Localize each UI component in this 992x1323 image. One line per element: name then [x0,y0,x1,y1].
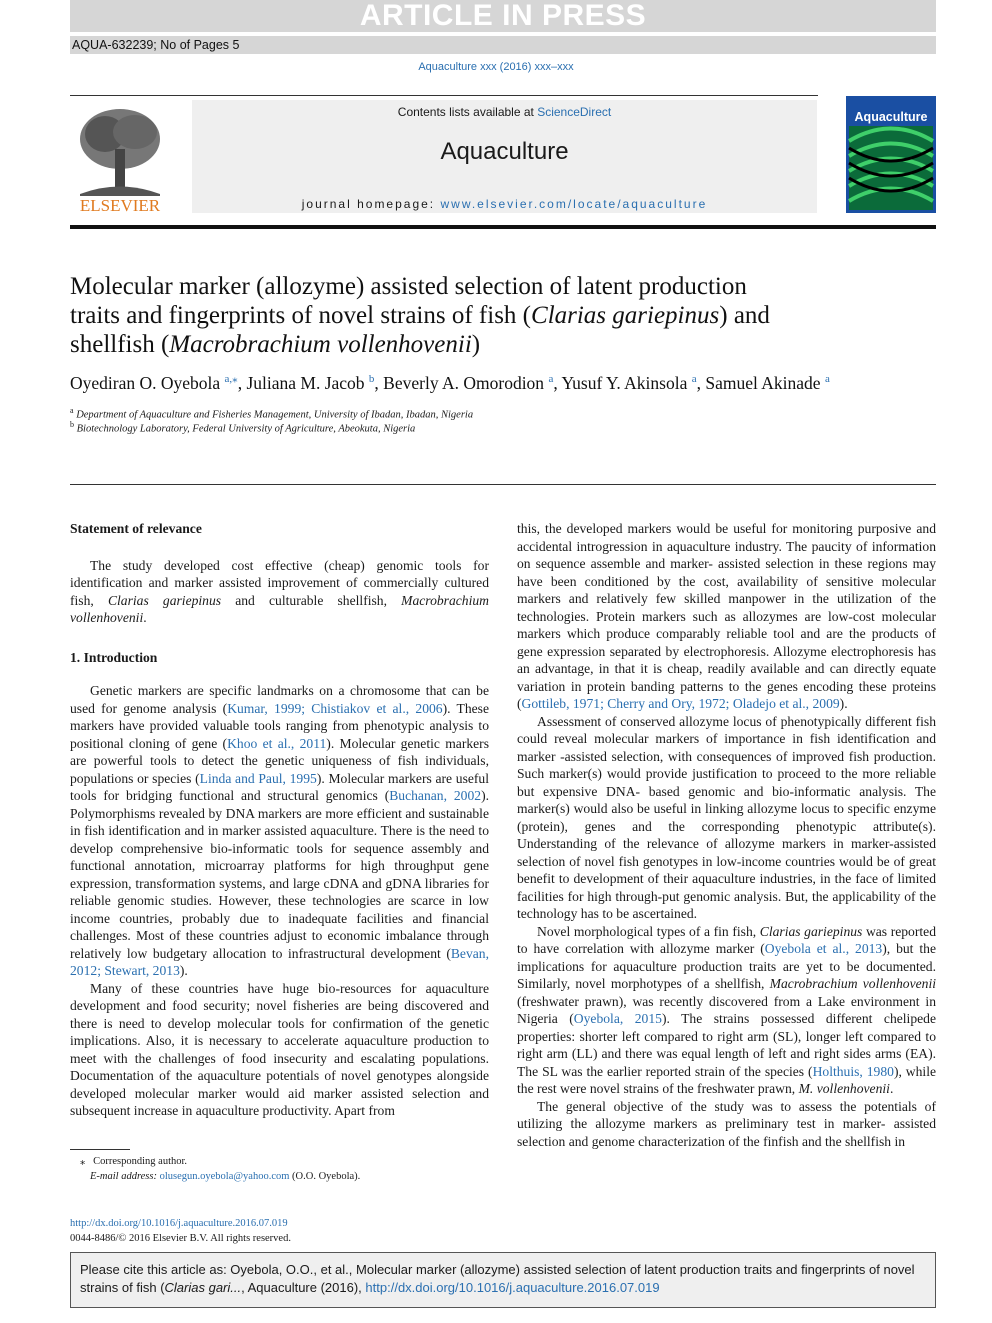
elsevier-tree-icon [70,104,170,214]
email-link[interactable]: olusegun.oyebola@yahoo.com [159,1171,290,1182]
author-affiliation-marker[interactable]: a,⁎ [224,373,238,385]
header-rule-bottom [70,225,936,229]
species-name: Macrobrachium vollenhovenii [70,592,489,625]
text-run: ). Molecular markers are useful tools for bridging functional and structural genomics ( [70,770,489,803]
citation-link[interactable]: Linda and Paul, 1995 [199,770,317,786]
homepage-link[interactable]: www.elsevier.com/locate/aquaculture [440,197,708,211]
text-run: ). Polymorphisms revealed by DNA markers are more efficient and sustainable in fish identification and in marker assisted aquaculture. There is the need to develop comprehensive bio-informatic tools for sequence assembly and functional annotation, microarray platforms for high throughput gene expression, transformation systems, and large cDNA and gDNA libraries for reliable genomic studies. However, these technologies are scarce in low income countries, probably due to inadequate facilities and financial challenges. Most of these countries adjust to economic imbalance through relatively low budgetary allocation to infrastructural development ( [70,788,489,961]
email-note [70,1169,500,1184]
intro-paragraph-4: Assessment of conserved allozyme locus of phenotypically different fish could reveal molecular markers of importance in fish identification and marker -assisted selection, with consequences of improved fish production. Such marker(s) would provide justification to proceed to the more reliable but expensive DNA- based genomic and bio-informatic analysis. The marker(s) would also be useful in linking allozyme locus to specific enzyme (protein), genes and the corresponding phenotypic attribute(s). Understanding of the relevance of allozyme markers in marker-assisted selection of novel fish genotypes in low-income countries would be of great benefit to development of their aquaculture industries, in the face of limited facilities for high through-put genomic analysis. But, the applicability of the technology has to be ascertained. [517,713,936,921]
article-title [70,272,830,359]
affiliation-text: Biotechnology Laboratory, Federal University of Agriculture, Abeokuta, Nigeria [76,423,416,435]
text-run: ). Molecular genetic markers are powerful tools to detect the genetic uniqueness of fish individuals, populations or species ( [70,735,489,786]
citation-link[interactable]: Bevan, 2012; Stewart, 2013 [70,945,489,978]
title-line-1: Molecular marker (allozyme) assisted selection of latent production [70,273,747,300]
right-column [517,520,936,1150]
elsevier-logo [70,104,170,214]
title-species-shellfish: Macrobrachium vollenhovenii [169,331,472,358]
intro-paragraph-6: The general objective of the study was to assess the potentials of utilizing the allozyme markers as preliminary test in marker- assisted selection and genome characterization of the finfish and the shellfish in [517,1098,936,1149]
text-run: Novel morphological types of a fin fish, [537,923,760,939]
footnote [70,1154,500,1184]
text-run: ). [839,696,848,711]
cover-art-icon [846,96,936,213]
footnote-marker: ⁎ [80,1156,86,1167]
title-line-2a: traits and fingerprints of novel strains of fish ( [70,302,532,329]
corresponding-author-note [70,1154,500,1169]
relevance-heading: Statement of relevance [70,521,202,536]
intro-paragraph-5 [517,923,936,1098]
email-label: E-mail address: [90,1171,160,1182]
footnote-rule [70,1149,130,1150]
author-affiliation-marker[interactable]: a [548,373,554,385]
author-affiliation-marker[interactable]: a [824,373,830,385]
text-run: . [143,610,147,625]
author-name[interactable]: Yusuf Y. Akinsola [561,372,688,393]
author-affiliation-marker[interactable]: a [691,373,697,385]
article-in-press-banner [70,0,936,32]
title-line-3c: ) [471,331,481,358]
author-name[interactable]: Beverly A. Omorodion [383,372,545,393]
text-run: this, the developed markers would be useful for monitoring purposive and accidental introgression in aquaculture industry. The paucity of information on sequence assemble and marker- assisted selection in these regions may have been conditioned by the cost, availability of sensitive molecular markers and relatively few skilled manpower in the utilization of the technologies. Protein markers such as allozymes are low-cost molecular markers which produce comparably reliable tool and are the products of gene expression separated by electrophoresis. Allozyme electrophoresis has an advantage, in that it is cheap, readily available and can directly equate variation in protein banding patterns to the genes encoding these proteins ( [517,521,936,711]
contents-line [192,105,817,119]
banner-label: ARTICLE IN PRESS [359,0,647,32]
homepage-prefix: journal homepage: [301,197,441,211]
contents-prefix: Contents lists available at [397,105,538,119]
citation-link[interactable]: Gottileb, 1971; Cherry and Ory, 1972; Oladejo et al., 2009 [521,696,840,711]
species-name: M. vollenhovenii [798,1081,890,1096]
article-reference: AQUA-632239; No of Pages 5 [72,38,240,52]
intro-paragraph-3 [517,520,936,713]
author-name[interactable]: Juliana M. Jacob [246,372,365,393]
doi-block [70,1216,291,1246]
text-run: , Aquaculture (2016), [241,1280,366,1295]
author-affiliation-marker[interactable]: b [368,373,375,385]
text-run: and culturable shellfish, [221,592,402,608]
introduction-heading: 1. Introduction [70,649,158,665]
journal-citation-link[interactable]: Aquaculture xxx (2016) xxx–xxx [418,61,574,73]
affiliation [70,420,936,435]
email-suffix: (O.O. Oyebola). [289,1171,361,1182]
citation-doi-link[interactable]: http://dx.doi.org/10.1016/j.aquaculture.2016.07.019 [365,1280,660,1295]
affiliation [70,406,936,421]
species-name: Clarias gariepinus [107,592,222,608]
header-rule-top [70,95,818,96]
text-run: ), but the implications for aquaculture production traits are yet to be documented. Similarly, novel morphotypes of a shellfish, [517,941,936,991]
cover-title: Aquaculture [854,110,928,124]
section-divider [70,484,936,485]
doi-link[interactable]: http://dx.doi.org/10.1016/j.aquaculture.2016.07.019 [70,1218,288,1229]
text-run: ), while the rest were novel strains of the freshwater prawn, [517,1063,937,1096]
intro-paragraph-2: Many of these countries have huge bio-resources for aquaculture development and food security; novel fisheries are being discovered and there is need to develop molecular tools for confirmation of the genetic implications. Also, it is necessary to accelerate aquaculture production to meet with the challenges of food insecurity and escalating populations. Documentation of the aquaculture potentials of novel genotypes alongside developed molecular marker would aid marker assisted selection and subsequent increase in aquaculture productivity. Apart from [70,980,489,1118]
text-run: was reported to have correlation with allozyme marker ( [517,923,936,956]
species-name: Macrobrachium vollenhovenii [769,976,936,991]
homepage-line [192,197,817,211]
affiliation-text: Department of Aquaculture and Fisheries Management, University of Ibadan, Ibadan, Nigeria [76,409,474,421]
title-line-2c: ) and [719,302,770,329]
author-name[interactable]: Samuel Akinade [705,372,821,393]
intro-paragraph-1 [70,682,489,980]
author-name[interactable]: Oyediran O. Oyebola [70,372,221,393]
journal-title: Aquaculture [440,138,569,165]
footnote-text: Corresponding author. [93,1156,188,1167]
citation-link[interactable]: Buchanan, 2002 [389,788,482,803]
journal-cover-image [846,96,936,213]
copyright-line: 0044-8486/© 2016 Elsevier B.V. All rights reserved. [70,1233,291,1244]
text-run: ). [179,963,188,978]
relevance-paragraph [70,557,489,627]
text-run: Please cite this article as: Oyebola, O.O., et al., Molecular marker (allozyme) assisted selection of latent production traits and fingerprints of novel strains of fish ( [80,1262,915,1295]
citation-link[interactable]: Khoo et al., 2011 [227,735,327,751]
species-name: Clarias gariepinus [759,923,863,939]
text-run: (freshwater prawn), was recently discovered from a Lake environment in Nigeria ( [517,993,936,1026]
affiliation-marker: b [70,420,74,429]
title-line-2 [70,301,830,330]
text-run: ). The strains possessed different chelipede properties: shorter left compared to right arm (SL), longer left compared to right arm (LL) and there was equal length of left and right sides arms (EA). The SL was the earlier reported strain of the species ( [517,1011,936,1079]
text-run: Genetic markers are specific landmarks on a chromosome that can be used for genome analysis ( [70,683,489,716]
title-species-fish: Clarias gariepinus [531,302,720,329]
article-reference-bar [70,36,936,54]
text-run: The study developed cost effective (cheap) genomic tools for identification and marker assisted improvement of commercially cultured fish, [70,557,489,608]
affiliation-marker: a [70,406,74,415]
citation-link[interactable]: Holthuis, 1980 [812,1063,894,1079]
text-run: . [889,1081,894,1096]
citation-link[interactable]: Oyebola, 2015 [573,1011,662,1026]
author-list: Oyediran O. Oyebola $^{a,⁎}$, Juliana M. Jacob $^b$, Beverly A. Omorodion $^a$, Yusuf Y. Akinsola $^a$, Samuel Akinade $^a$ [70,372,830,393]
text-run: ). These markers have provided valuable tools ranging from phenotypic analysis to positional cloning of gene ( [70,700,489,751]
title-line-3 [70,330,830,359]
sciencedirect-link[interactable]: ScienceDirect [537,105,612,119]
elsevier-wordmark: ELSEVIER [79,196,161,214]
citation-link[interactable]: Kumar, 1999; Chistiakov et al., 2006 [227,700,443,716]
species-name: Clarias gari... [164,1280,242,1295]
citation-text [80,1261,930,1297]
title-line-3a: shellfish ( [70,331,170,358]
citation-link[interactable]: Oyebola et al., 2013 [764,941,883,956]
left-column [70,520,489,1120]
